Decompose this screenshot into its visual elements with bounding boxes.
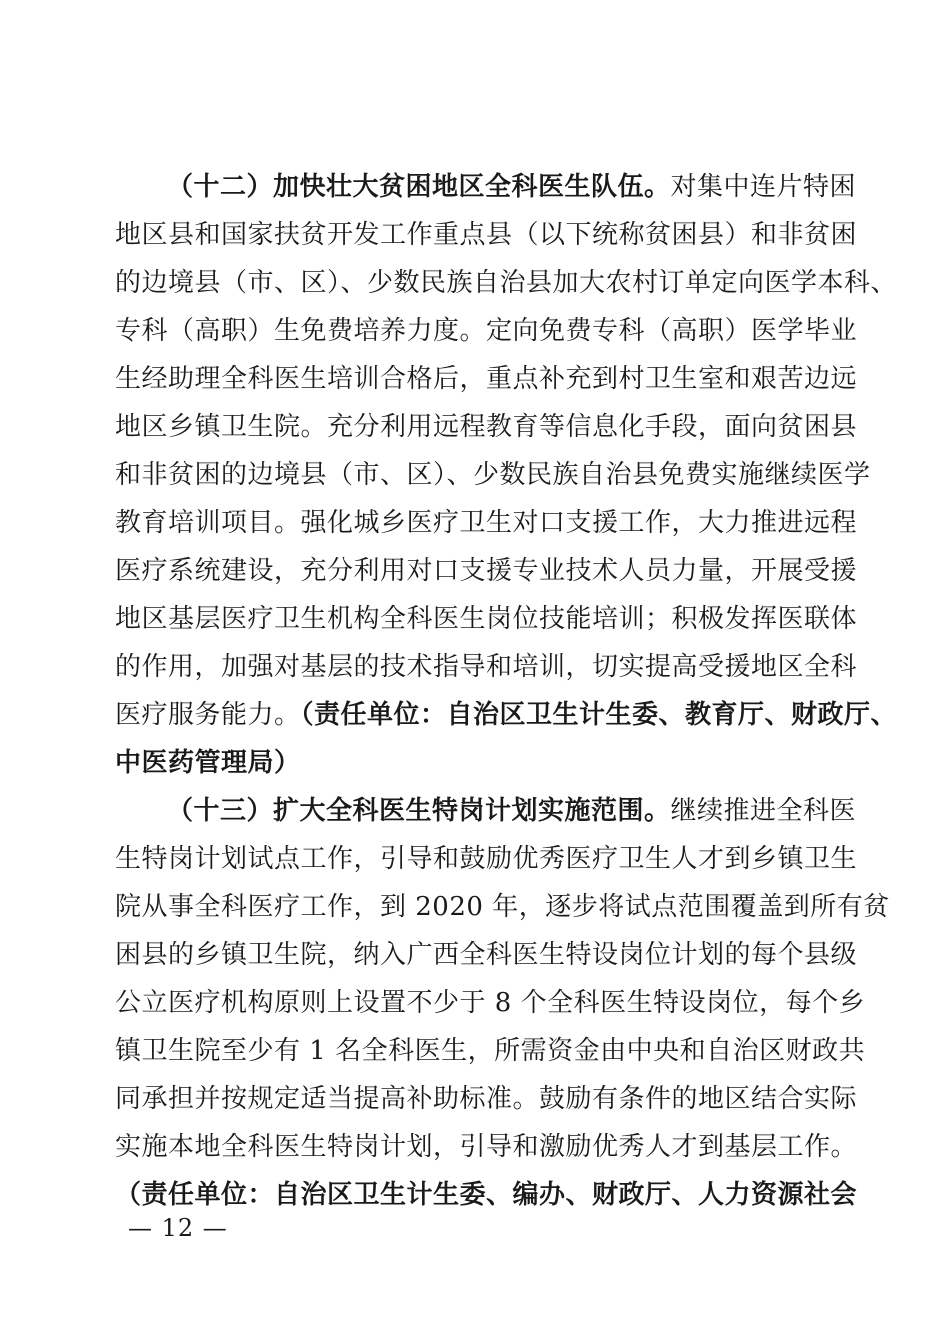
text-line: [115, 307, 858, 355]
text-line: [115, 451, 871, 499]
text-line: [115, 1027, 866, 1075]
text-line: [115, 595, 858, 643]
body-text: 困县的乡镇卫生院，纳入广西全科医生特设岗位计划的每个县级: [115, 940, 858, 970]
body-text: 的边境县（市、区）、少数民族自治县加大农村订单定向医学本科、: [115, 268, 898, 298]
body-text: 的作用，加强对基层的技术指导和培训，切实提高受援地区全科: [115, 652, 858, 682]
body-text: 生特岗计划试点工作，引导和鼓励优秀医疗卫生人才到乡镇卫生: [115, 844, 858, 874]
body-text: 地区县和国家扶贫开发工作重点县（以下统称贫困县）和非贫困: [115, 220, 858, 250]
text-line: [115, 1075, 858, 1123]
text-line: [115, 547, 858, 595]
text-line: [115, 739, 839, 787]
body-text: 院从事全科医疗工作，到 2020 年，逐步将试点范围覆盖到所有贫: [115, 892, 890, 922]
text-line: [115, 643, 858, 691]
body-text: 对集中连片特困: [670, 172, 857, 202]
body-text: 教育培训项目。强化城乡医疗卫生对口支援工作，大力推进远程: [115, 508, 858, 538]
body-text: 公立医疗机构原则上设置不少于 8 个全科医生特设岗位，每个乡: [115, 988, 866, 1018]
text-line: [115, 355, 858, 403]
paragraph-p13: [115, 787, 890, 1219]
body-text: 继续推进全科医: [670, 796, 857, 826]
body-text: 专科（高职）生免费培养力度。定向免费专科（高职）医学毕业: [115, 316, 858, 346]
text-line: [115, 211, 858, 259]
body-text: 生经助理全科医生培训合格后，重点补充到村卫生室和艰苦边远: [115, 364, 858, 394]
bold-text: 中医药管理局）: [115, 748, 301, 778]
paragraph-p12: [115, 163, 898, 787]
text-line: [115, 787, 857, 835]
bold-text: （责任单位：自治区卫生计生委、编办、财政厅、人力资源社会: [115, 1180, 858, 1210]
bold-text: （十三）扩大全科医生特岗计划实施范围。: [167, 796, 671, 826]
text-line: [115, 403, 858, 451]
body-text: 地区乡镇卫生院。充分利用远程教育等信息化手段，面向贫困县: [115, 412, 858, 442]
text-line: [115, 931, 858, 979]
body-text: 地区基层医疗卫生机构全科医生岗位技能培训；积极发挥医联体: [115, 604, 858, 634]
body-text: 医疗服务能力。: [115, 700, 301, 730]
page-number: — 12 —: [128, 1214, 228, 1242]
text-line: [115, 883, 890, 931]
body-text: 实施本地全科医生特岗计划，引导和激励优秀人才到基层工作。: [115, 1132, 858, 1162]
text-line: [115, 259, 898, 307]
bold-text: （十二）加快壮大贫困地区全科医生队伍。: [167, 172, 671, 202]
text-line: [115, 1123, 858, 1171]
body-text: 医疗系统建设，充分利用对口支援专业技术人员力量，开展受援: [115, 556, 858, 586]
body-text: 镇卫生院至少有 1 名全科医生，所需资金由中央和自治区财政共: [115, 1036, 866, 1066]
bold-text: （责任单位：自治区卫生计生委、教育厅、财政厅、: [300, 700, 898, 730]
text-line: [115, 163, 857, 211]
text-line: [115, 691, 898, 739]
document-body: [115, 163, 898, 1219]
text-line: [115, 979, 866, 1027]
body-text: 同承担并按规定适当提高补助标准。鼓励有条件的地区结合实际: [115, 1084, 858, 1114]
body-text: 和非贫困的边境县（市、区）、少数民族自治县免费实施继续医学: [115, 460, 871, 490]
text-line: [115, 499, 858, 547]
text-line: [115, 835, 858, 883]
